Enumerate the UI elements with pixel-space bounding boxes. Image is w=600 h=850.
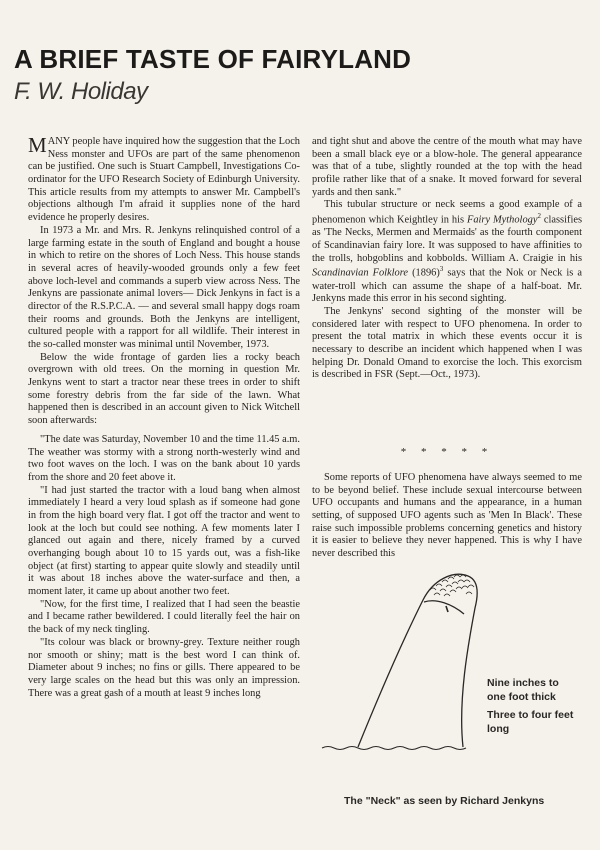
book-title: Scandinavian Folklore [312,267,409,279]
paragraph: In 1973 a Mr. and Mrs. R. Jenkyns relinquished control of a large farming estate in the south of England and bought a house in which to retire on the shores of Loch Ness. This house stands in several acres of heavily-wooded grounds only a few feet above loch-level and commands a superb view across Ness. The Jenkyns are passionate animal lovers— Dick Jenkyns in fact is a director of the R.S.P.C.A. — and several small happy dogs roam their rooms and grounds. Both the Jenkyns are intelligent, cultured people with a rapport for all wildlife. Their interest in the so-called monster was minimal until November, 1973. [28,224,300,350]
paragraph-text: (1896) [408,267,440,279]
mouth-line [424,601,464,614]
footnote-ref: 3 [439,265,444,274]
figure-caption: The "Neck" as seen by Richard Jenkyns [344,795,545,807]
paragraph: and tight shut and above the centre of the mouth what may have been a small black eye or a blow-hole. The general appearance was that of a tube, slightly rounded at the top with the head profile rather like that of a snake. It moved forward for several yards and then sank." [312,136,582,198]
eye-mark [446,606,448,612]
paragraph [312,199,582,305]
paragraph: Some reports of UFO phenomena have always seemed to me to be beyond belief. These include sexual intercourse between UFO occupants and humans and the appearance, in a human setting, of supposed UFO agents such as 'Men In Black'. These raise such impossible problems concerning genetics and history it is easier to believe they never happened. This is why I have never described this [312,472,582,560]
quote-paragraph: "Now, for the first time, I realized that I had seen the beastie and I became rather bewildered. I could literally feel the hair on the back of my neck tingling. [28,598,300,636]
article-author: F. W. Holiday [14,78,148,105]
paragraph-text: says that the Nok or Neck is a water-troll which can assume the shape of a half-boat. Mr. Jenkyns made this error in his second sighting. [312,267,582,305]
thickness-label: Nine inches to one foot thick [487,677,559,703]
footnote-ref: 2 [537,212,541,221]
paragraph: Below the wide frontage of garden lies a rocky beach overgrown with old trees. On the morning in question Mr. Jenkyns went to start a tractor near these trees in order to shift some forestry debris from the far side of the lawn. What happened then is described in an account given to Nick Witchell soon afterwards: [28,351,300,427]
article-title: A BRIEF TASTE OF FAIRYLAND [14,44,412,74]
left-column [28,133,300,700]
quote-paragraph: "I had just started the tractor with a loud bang when almost immediately I heard a very loud splash as if someone had gone in from the high board very flat. I got off the tractor and went to look at the loch but could see nothing. A few moments later I glanced out again and there, nicely framed by a curved overhanging bough about 10 to 15 yards out, was a fish-like object (at first) starting to appear quite slowly and steadily until it was about 18 inches above the water-surface and then, a moment later, it came up about another two feet. [28,484,300,598]
section-divider: * * * * * [400,446,494,458]
water-surface [322,747,466,750]
quote-paragraph: "Its colour was black or browny-grey. Texture neither rough nor smooth or shiny; matt is the best word I can think of. Diameter about 9 inches; no fins or gills. There appeared to be very large scales on the head but this was only an impression. There was a great gash of a mouth at least 9 inches long [28,636,300,699]
quote-paragraph: "The date was Saturday, November 10 and the time 11.45 a.m. The weather was stormy with a strong north-westerly wind and two foot waves on the loch. I was on the bank about 10 yards from the shore and 20 feet above it. [28,433,300,483]
paragraph: The Jenkyns' second sighting of the monster will be considered later with respect to UFO phenomena. In order to present the total matrix in which these events occur it is necessary to describe an incident which happened when I was helping Dr. Donald Omand to exorcise the loch. This exorcism is described in FSR (Sept.—Oct., 1973). [312,305,582,381]
length-label: Three to four feet long [487,709,574,735]
paragraph-text: ANY people have inquired how the suggestion that the Loch Ness monster and UFOs are part of the same phenomenon can be justified. One such is Stuart Campbell, Investigations Co-ordinator for the UFO Research Society of Edinburgh University. This article results from my attempts to answer Mr. Campbell's objections although I'm afraid it supplies none of the hard evidence he properly desires. [28,136,300,224]
book-title: Fairy Mythology [466,214,538,226]
neck-outline [358,574,477,747]
paragraph-text: classifies as 'The Necks, Mermen and Mermaids' as the fourth component of Scandinavian fairy lore. It was supposed to have affinities to the trolls, hobgoblins and kobbolds. William A. Craigie in his [312,214,582,264]
right-column-bottom [312,472,582,561]
neck-sketch [318,560,488,760]
head-scales [430,575,474,596]
right-column-top [312,136,582,382]
drop-cap: M [28,133,47,157]
paragraph-text: This tubular structure or neck seems a good example of a phenomenon which Keightley in his [312,199,582,226]
paragraph [28,133,300,225]
